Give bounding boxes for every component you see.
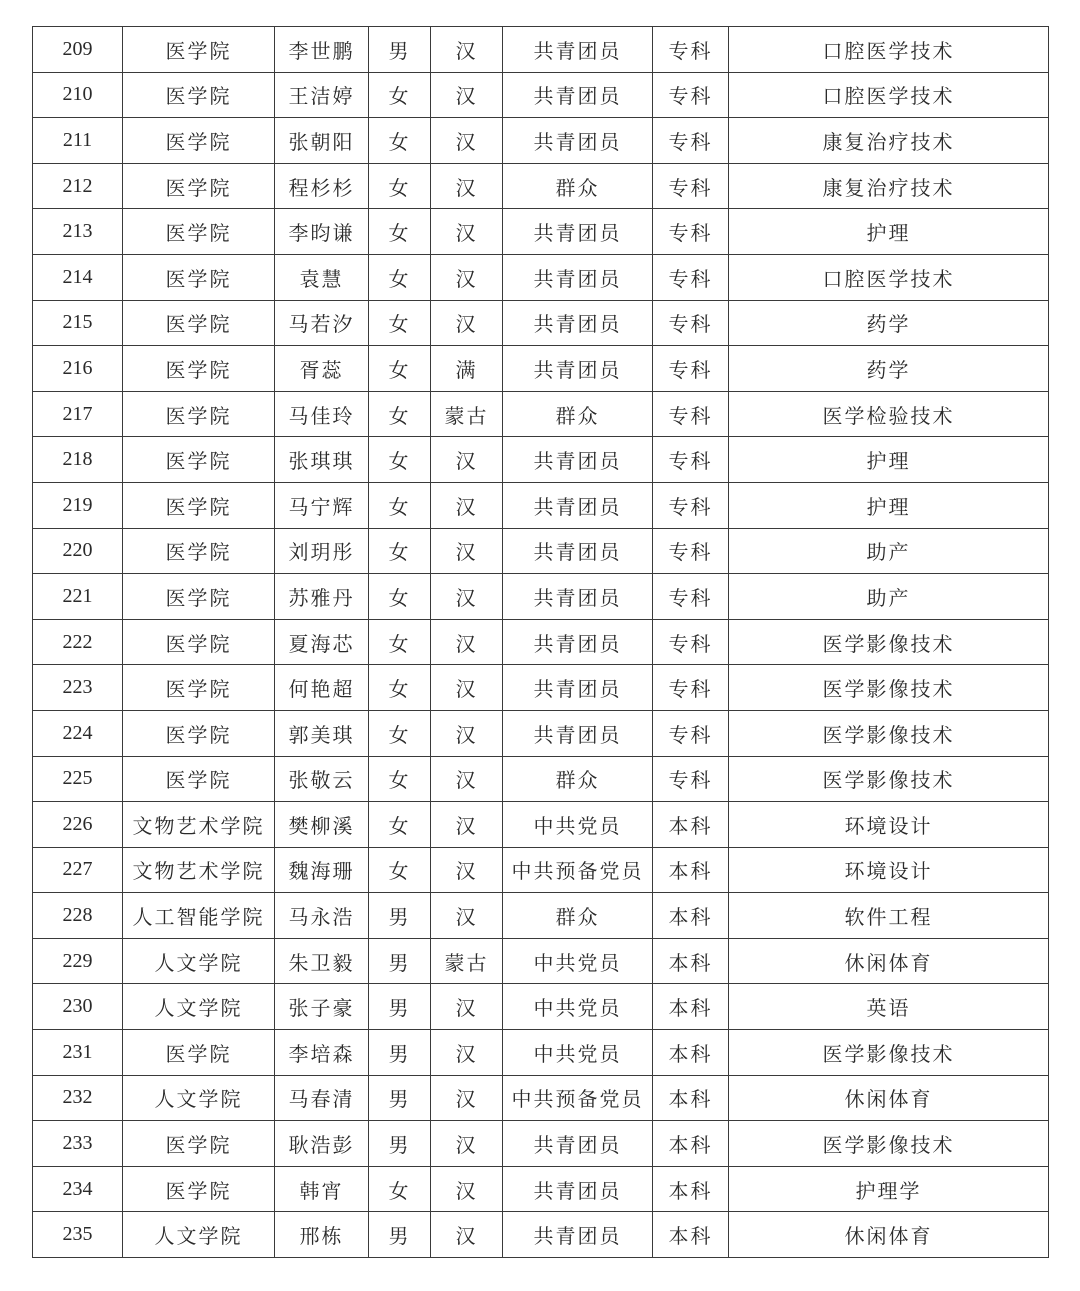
seq-cell: 234: [33, 1166, 123, 1212]
ethnicity-cell: 汉: [431, 710, 503, 756]
table-row: [33, 574, 1049, 620]
seq-cell: 232: [33, 1075, 123, 1121]
level-cell: 本科: [653, 847, 729, 893]
major-cell: 护理: [729, 437, 1049, 483]
seq-cell: 213: [33, 209, 123, 255]
major-cell: 药学: [729, 300, 1049, 346]
major-cell: 护理学: [729, 1166, 1049, 1212]
ethnicity-cell: 汉: [431, 300, 503, 346]
name-cell: 马春清: [275, 1075, 369, 1121]
seq-cell: 231: [33, 1030, 123, 1076]
gender-cell: 男: [369, 1030, 431, 1076]
name-cell: 邢栋: [275, 1212, 369, 1258]
college-cell: 医学院: [123, 391, 275, 437]
major-cell: 医学影像技术: [729, 665, 1049, 711]
gender-cell: 女: [369, 1166, 431, 1212]
major-cell: 助产: [729, 574, 1049, 620]
college-cell: 医学院: [123, 710, 275, 756]
table-row: [33, 619, 1049, 665]
political-status-cell: 共青团员: [503, 1212, 653, 1258]
major-cell: 护理: [729, 482, 1049, 528]
college-cell: 医学院: [123, 482, 275, 528]
table-row: [33, 27, 1049, 73]
college-cell: 医学院: [123, 574, 275, 620]
major-cell: 休闲体育: [729, 938, 1049, 984]
level-cell: 专科: [653, 665, 729, 711]
major-cell: 口腔医学技术: [729, 27, 1049, 73]
gender-cell: 女: [369, 118, 431, 164]
level-cell: 专科: [653, 482, 729, 528]
major-cell: 英语: [729, 984, 1049, 1030]
seq-cell: 221: [33, 574, 123, 620]
political-status-cell: 共青团员: [503, 665, 653, 711]
political-status-cell: 中共党员: [503, 938, 653, 984]
ethnicity-cell: 汉: [431, 254, 503, 300]
political-status-cell: 中共预备党员: [503, 847, 653, 893]
ethnicity-cell: 汉: [431, 437, 503, 483]
major-cell: 康复治疗技术: [729, 118, 1049, 164]
level-cell: 专科: [653, 710, 729, 756]
college-cell: 医学院: [123, 528, 275, 574]
seq-cell: 216: [33, 346, 123, 392]
table-row: [33, 984, 1049, 1030]
level-cell: 本科: [653, 1166, 729, 1212]
ethnicity-cell: 汉: [431, 163, 503, 209]
political-status-cell: 共青团员: [503, 619, 653, 665]
major-cell: 口腔医学技术: [729, 254, 1049, 300]
name-cell: 李培森: [275, 1030, 369, 1076]
seq-cell: 211: [33, 118, 123, 164]
seq-cell: 222: [33, 619, 123, 665]
level-cell: 专科: [653, 27, 729, 73]
level-cell: 专科: [653, 163, 729, 209]
gender-cell: 女: [369, 391, 431, 437]
college-cell: 医学院: [123, 254, 275, 300]
seq-cell: 215: [33, 300, 123, 346]
gender-cell: 女: [369, 72, 431, 118]
college-cell: 医学院: [123, 300, 275, 346]
political-status-cell: 群众: [503, 163, 653, 209]
ethnicity-cell: 汉: [431, 27, 503, 73]
name-cell: 马若汐: [275, 300, 369, 346]
gender-cell: 女: [369, 574, 431, 620]
major-cell: 医学检验技术: [729, 391, 1049, 437]
ethnicity-cell: 满: [431, 346, 503, 392]
political-status-cell: 中共党员: [503, 1030, 653, 1076]
ethnicity-cell: 汉: [431, 118, 503, 164]
gender-cell: 女: [369, 163, 431, 209]
seq-cell: 212: [33, 163, 123, 209]
table-row: [33, 300, 1049, 346]
student-table: [32, 26, 1049, 1258]
gender-cell: 男: [369, 1121, 431, 1167]
table-row: [33, 710, 1049, 756]
name-cell: 苏雅丹: [275, 574, 369, 620]
level-cell: 专科: [653, 574, 729, 620]
college-cell: 医学院: [123, 1030, 275, 1076]
seq-cell: 227: [33, 847, 123, 893]
college-cell: 文物艺术学院: [123, 847, 275, 893]
table-row: [33, 1166, 1049, 1212]
college-cell: 医学院: [123, 437, 275, 483]
ethnicity-cell: 汉: [431, 756, 503, 802]
political-status-cell: 群众: [503, 893, 653, 939]
major-cell: 休闲体育: [729, 1212, 1049, 1258]
gender-cell: 女: [369, 802, 431, 848]
political-status-cell: 共青团员: [503, 346, 653, 392]
table-row: [33, 1075, 1049, 1121]
name-cell: 刘玥彤: [275, 528, 369, 574]
college-cell: 医学院: [123, 72, 275, 118]
political-status-cell: 共青团员: [503, 1121, 653, 1167]
political-status-cell: 共青团员: [503, 72, 653, 118]
political-status-cell: 共青团员: [503, 27, 653, 73]
college-cell: 人工智能学院: [123, 893, 275, 939]
gender-cell: 女: [369, 710, 431, 756]
gender-cell: 女: [369, 254, 431, 300]
table-row: [33, 346, 1049, 392]
political-status-cell: 共青团员: [503, 209, 653, 255]
name-cell: 耿浩彭: [275, 1121, 369, 1167]
table-row: [33, 163, 1049, 209]
seq-cell: 233: [33, 1121, 123, 1167]
seq-cell: 228: [33, 893, 123, 939]
college-cell: 医学院: [123, 163, 275, 209]
seq-cell: 225: [33, 756, 123, 802]
level-cell: 专科: [653, 209, 729, 255]
name-cell: 韩宵: [275, 1166, 369, 1212]
political-status-cell: 共青团员: [503, 482, 653, 528]
major-cell: 环境设计: [729, 802, 1049, 848]
level-cell: 专科: [653, 528, 729, 574]
ethnicity-cell: 汉: [431, 1030, 503, 1076]
name-cell: 何艳超: [275, 665, 369, 711]
political-status-cell: 共青团员: [503, 254, 653, 300]
major-cell: 医学影像技术: [729, 619, 1049, 665]
political-status-cell: 共青团员: [503, 1166, 653, 1212]
ethnicity-cell: 汉: [431, 574, 503, 620]
name-cell: 程杉杉: [275, 163, 369, 209]
gender-cell: 女: [369, 209, 431, 255]
name-cell: 王洁婷: [275, 72, 369, 118]
political-status-cell: 中共预备党员: [503, 1075, 653, 1121]
level-cell: 本科: [653, 984, 729, 1030]
level-cell: 本科: [653, 1030, 729, 1076]
level-cell: 专科: [653, 254, 729, 300]
gender-cell: 女: [369, 847, 431, 893]
ethnicity-cell: 汉: [431, 619, 503, 665]
ethnicity-cell: 汉: [431, 482, 503, 528]
major-cell: 医学影像技术: [729, 1121, 1049, 1167]
seq-cell: 214: [33, 254, 123, 300]
college-cell: 人文学院: [123, 1075, 275, 1121]
major-cell: 环境设计: [729, 847, 1049, 893]
political-status-cell: 中共党员: [503, 984, 653, 1030]
name-cell: 魏海珊: [275, 847, 369, 893]
name-cell: 马永浩: [275, 893, 369, 939]
level-cell: 本科: [653, 893, 729, 939]
college-cell: 医学院: [123, 118, 275, 164]
college-cell: 医学院: [123, 27, 275, 73]
table-body: [33, 27, 1049, 1258]
name-cell: 李昀谦: [275, 209, 369, 255]
level-cell: 本科: [653, 1075, 729, 1121]
seq-cell: 209: [33, 27, 123, 73]
level-cell: 专科: [653, 118, 729, 164]
table-row: [33, 72, 1049, 118]
table-row: [33, 665, 1049, 711]
name-cell: 张朝阳: [275, 118, 369, 164]
college-cell: 医学院: [123, 346, 275, 392]
name-cell: 马宁辉: [275, 482, 369, 528]
gender-cell: 女: [369, 346, 431, 392]
political-status-cell: 群众: [503, 391, 653, 437]
table-row: [33, 847, 1049, 893]
seq-cell: 224: [33, 710, 123, 756]
major-cell: 软件工程: [729, 893, 1049, 939]
name-cell: 朱卫毅: [275, 938, 369, 984]
table-row: [33, 756, 1049, 802]
ethnicity-cell: 蒙古: [431, 391, 503, 437]
seq-cell: 219: [33, 482, 123, 528]
political-status-cell: 共青团员: [503, 118, 653, 164]
level-cell: 专科: [653, 437, 729, 483]
name-cell: 张琪琪: [275, 437, 369, 483]
college-cell: 人文学院: [123, 938, 275, 984]
college-cell: 人文学院: [123, 984, 275, 1030]
table-row: [33, 254, 1049, 300]
ethnicity-cell: 汉: [431, 847, 503, 893]
seq-cell: 220: [33, 528, 123, 574]
seq-cell: 230: [33, 984, 123, 1030]
gender-cell: 男: [369, 893, 431, 939]
seq-cell: 217: [33, 391, 123, 437]
table-row: [33, 893, 1049, 939]
major-cell: 医学影像技术: [729, 710, 1049, 756]
seq-cell: 226: [33, 802, 123, 848]
seq-cell: 235: [33, 1212, 123, 1258]
name-cell: 张子豪: [275, 984, 369, 1030]
major-cell: 医学影像技术: [729, 756, 1049, 802]
major-cell: 药学: [729, 346, 1049, 392]
college-cell: 医学院: [123, 1121, 275, 1167]
student-list-sheet: [32, 26, 1048, 1258]
political-status-cell: 共青团员: [503, 710, 653, 756]
ethnicity-cell: 汉: [431, 209, 503, 255]
table-row: [33, 802, 1049, 848]
level-cell: 专科: [653, 300, 729, 346]
gender-cell: 男: [369, 27, 431, 73]
ethnicity-cell: 汉: [431, 984, 503, 1030]
level-cell: 专科: [653, 391, 729, 437]
ethnicity-cell: 汉: [431, 893, 503, 939]
college-cell: 医学院: [123, 209, 275, 255]
table-row: [33, 1121, 1049, 1167]
political-status-cell: 群众: [503, 756, 653, 802]
level-cell: 本科: [653, 938, 729, 984]
level-cell: 专科: [653, 756, 729, 802]
college-cell: 医学院: [123, 1166, 275, 1212]
name-cell: 袁慧: [275, 254, 369, 300]
ethnicity-cell: 汉: [431, 665, 503, 711]
level-cell: 专科: [653, 72, 729, 118]
level-cell: 本科: [653, 1212, 729, 1258]
ethnicity-cell: 汉: [431, 1075, 503, 1121]
table-row: [33, 391, 1049, 437]
table-row: [33, 1212, 1049, 1258]
major-cell: 助产: [729, 528, 1049, 574]
gender-cell: 女: [369, 482, 431, 528]
gender-cell: 女: [369, 528, 431, 574]
political-status-cell: 共青团员: [503, 437, 653, 483]
name-cell: 马佳玲: [275, 391, 369, 437]
ethnicity-cell: 汉: [431, 1166, 503, 1212]
name-cell: 胥蕊: [275, 346, 369, 392]
name-cell: 郭美琪: [275, 710, 369, 756]
major-cell: 休闲体育: [729, 1075, 1049, 1121]
college-cell: 文物艺术学院: [123, 802, 275, 848]
level-cell: 专科: [653, 619, 729, 665]
table-row: [33, 528, 1049, 574]
gender-cell: 女: [369, 756, 431, 802]
level-cell: 本科: [653, 1121, 729, 1167]
table-row: [33, 209, 1049, 255]
gender-cell: 男: [369, 984, 431, 1030]
ethnicity-cell: 汉: [431, 802, 503, 848]
seq-cell: 218: [33, 437, 123, 483]
name-cell: 李世鹏: [275, 27, 369, 73]
political-status-cell: 共青团员: [503, 528, 653, 574]
name-cell: 张敬云: [275, 756, 369, 802]
major-cell: 口腔医学技术: [729, 72, 1049, 118]
major-cell: 医学影像技术: [729, 1030, 1049, 1076]
table-row: [33, 437, 1049, 483]
ethnicity-cell: 汉: [431, 72, 503, 118]
college-cell: 医学院: [123, 756, 275, 802]
gender-cell: 女: [369, 437, 431, 483]
table-row: [33, 1030, 1049, 1076]
seq-cell: 210: [33, 72, 123, 118]
seq-cell: 223: [33, 665, 123, 711]
gender-cell: 男: [369, 1212, 431, 1258]
college-cell: 人文学院: [123, 1212, 275, 1258]
political-status-cell: 中共党员: [503, 802, 653, 848]
college-cell: 医学院: [123, 665, 275, 711]
gender-cell: 女: [369, 619, 431, 665]
political-status-cell: 共青团员: [503, 300, 653, 346]
gender-cell: 男: [369, 1075, 431, 1121]
ethnicity-cell: 汉: [431, 1212, 503, 1258]
table-row: [33, 118, 1049, 164]
level-cell: 专科: [653, 346, 729, 392]
seq-cell: 229: [33, 938, 123, 984]
ethnicity-cell: 汉: [431, 528, 503, 574]
gender-cell: 男: [369, 938, 431, 984]
table-row: [33, 482, 1049, 528]
name-cell: 樊柳溪: [275, 802, 369, 848]
major-cell: 护理: [729, 209, 1049, 255]
gender-cell: 女: [369, 665, 431, 711]
ethnicity-cell: 蒙古: [431, 938, 503, 984]
major-cell: 康复治疗技术: [729, 163, 1049, 209]
gender-cell: 女: [369, 300, 431, 346]
level-cell: 本科: [653, 802, 729, 848]
name-cell: 夏海芯: [275, 619, 369, 665]
ethnicity-cell: 汉: [431, 1121, 503, 1167]
political-status-cell: 共青团员: [503, 574, 653, 620]
table-row: [33, 938, 1049, 984]
college-cell: 医学院: [123, 619, 275, 665]
